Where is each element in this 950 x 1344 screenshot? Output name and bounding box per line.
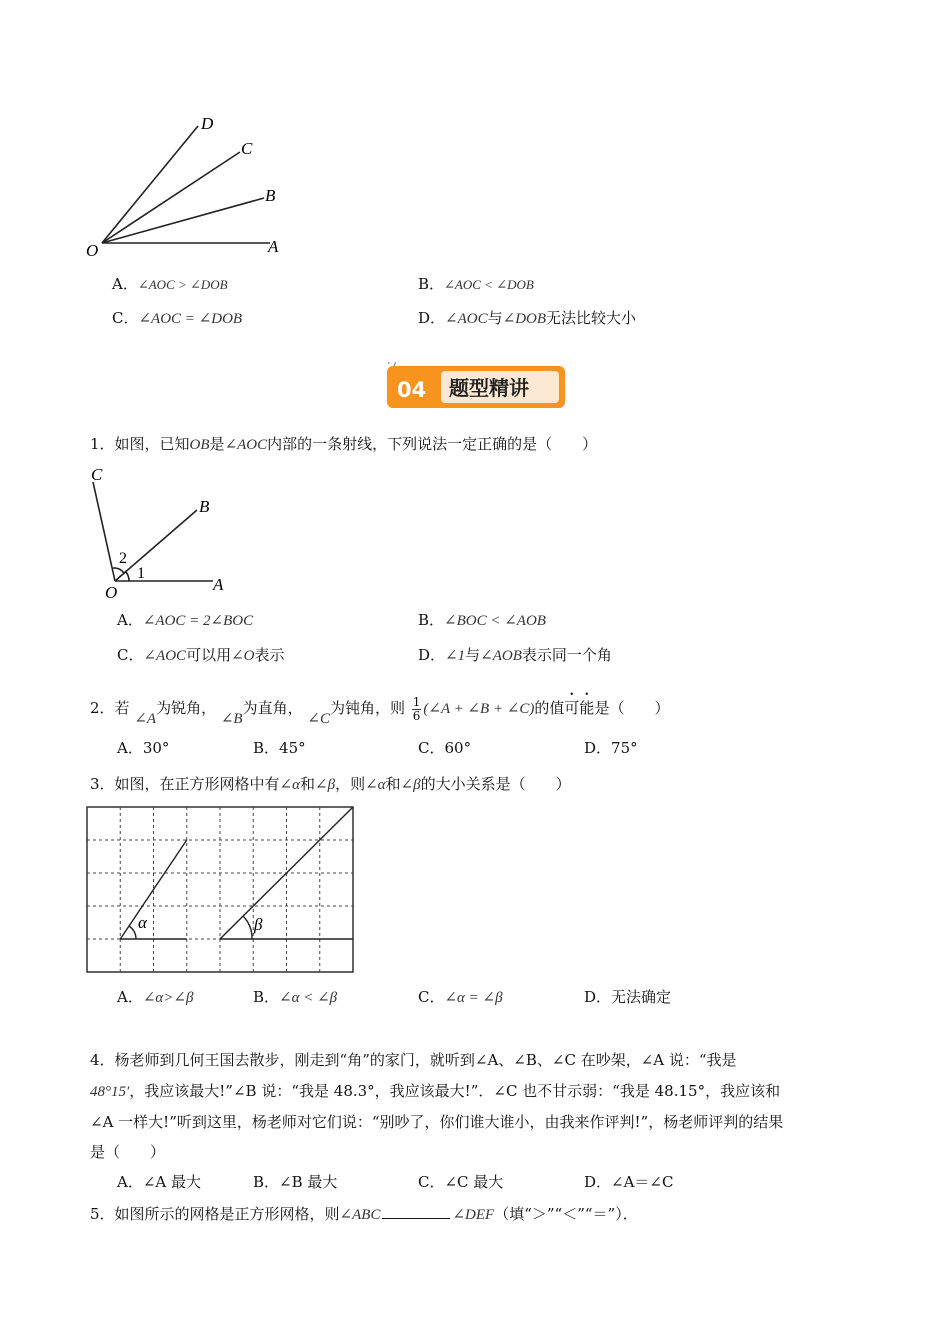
ray-ob <box>102 198 264 243</box>
q3-grid-figure <box>86 806 356 974</box>
q3-option-c[interactable]: C．∠α = ∠β <box>418 988 503 1006</box>
q4-line-3: ∠A 一样大!”听到这里，杨老师对它们说：“别吵了，你们谁大谁小，由我来作评判!”，杨老师评判的结果 <box>90 1113 784 1131</box>
q4-option-c[interactable]: C．∠C 最大 <box>418 1173 504 1191</box>
emphasis-dots: 可能 <box>564 699 595 717</box>
q1-option-c[interactable]: C．∠AOC可以用∠O表示 <box>117 646 285 664</box>
prev-option-d[interactable]: D．∠AOC与∠DOB无法比较大小 <box>418 309 637 327</box>
beta-label: β <box>254 915 263 934</box>
q1-option-d[interactable]: D．∠1与∠AOB表示同一个角 <box>418 646 612 664</box>
q1-label-b: B <box>199 497 210 516</box>
q3-stem: 3．如图，在正方形网格中有∠α和∠β，则∠α和∠β的大小关系是（ ） <box>90 775 571 793</box>
q2-option-d[interactable]: D．75° <box>584 739 638 757</box>
beta-arc <box>243 916 252 939</box>
ray-ob-q1 <box>115 510 197 581</box>
q4-option-d[interactable]: D．∠A＝∠C <box>584 1173 674 1191</box>
rays-figure-top <box>80 110 300 270</box>
angle-arc-2 <box>113 568 124 573</box>
prev-option-a[interactable]: A．∠AOC > ∠DOB <box>112 275 228 293</box>
q1-option-a[interactable]: A．∠AOC = 2∠BOC <box>117 611 254 629</box>
label-c: C <box>241 139 253 158</box>
q1-figure <box>85 462 245 602</box>
label-a: A <box>268 237 279 256</box>
q5-stem: 5．如图所示的网格是正方形网格，则∠ABC ∠DEF（填“＞”“＜”“＝”）． <box>90 1205 638 1223</box>
label-b: B <box>265 186 276 205</box>
q3-option-a[interactable]: A．∠α>∠β <box>117 988 194 1006</box>
label-d: D <box>201 114 214 133</box>
q1-label-o: O <box>105 583 118 602</box>
q1-label-1: 1 <box>137 565 145 582</box>
q1-label-2: 2 <box>119 550 127 567</box>
q4-line-1: 4．杨老师到几何王国去散步，刚走到“角”的家门，就听到∠A、∠B、∠C 在吵架，∠A 说：“我是 <box>90 1051 737 1069</box>
ray-oc-q1 <box>93 482 115 581</box>
q4-option-b[interactable]: B．∠B 最大 <box>253 1173 338 1191</box>
q1-option-b[interactable]: B．∠BOC < ∠AOB <box>418 611 546 629</box>
alpha-ray <box>120 840 187 939</box>
section-banner <box>387 362 565 408</box>
prev-option-b[interactable]: B．∠AOC < ∠DOB <box>418 275 534 293</box>
prev-option-c[interactable]: C．∠AOC = ∠DOB <box>112 309 243 327</box>
q2-option-c[interactable]: C．60° <box>418 739 472 757</box>
banner-title: 题型精讲 <box>449 376 529 400</box>
q1-label-a: A <box>213 575 224 594</box>
angle-arc-1 <box>125 571 129 581</box>
q4-line-4: 是（ ） <box>90 1143 166 1161</box>
q1-label-c: C <box>91 465 103 484</box>
ray-od <box>102 126 198 243</box>
q3-option-b[interactable]: B．∠α < ∠β <box>253 988 338 1006</box>
ray-oc <box>102 152 240 243</box>
answer-blank[interactable] <box>382 1204 450 1219</box>
banner-number: 04 <box>397 378 427 402</box>
q2-option-a[interactable]: A．30° <box>117 739 170 757</box>
fraction: $\frac{1}{6}$ <box>412 694 421 723</box>
q3-option-d[interactable]: D．无法确定 <box>584 988 672 1006</box>
alpha-label: α <box>138 913 147 932</box>
q4-line-2: 48°15′，我应该最大!”∠B 说：“我是 48.3°，我应该最大!”．∠C 也不甘示弱：“我是 48.15°，我应该和 <box>90 1082 781 1100</box>
q4-option-a[interactable]: A．∠A 最大 <box>117 1173 202 1191</box>
q2-option-b[interactable]: B．45° <box>253 739 306 757</box>
q2-stem: 2．若 ∠A为锐角， ∠B为直角， ∠C为钝角，则 $\frac{1}{6}$ (∠A + ∠B + ∠C)的值可能是（ ） <box>90 694 670 727</box>
q1-stem: 1．如图，已知OB是∠AOC内部的一条射线，下列说法一定正确的是（ ） <box>90 435 598 453</box>
alpha-arc <box>129 926 136 939</box>
label-o: O <box>86 241 99 260</box>
